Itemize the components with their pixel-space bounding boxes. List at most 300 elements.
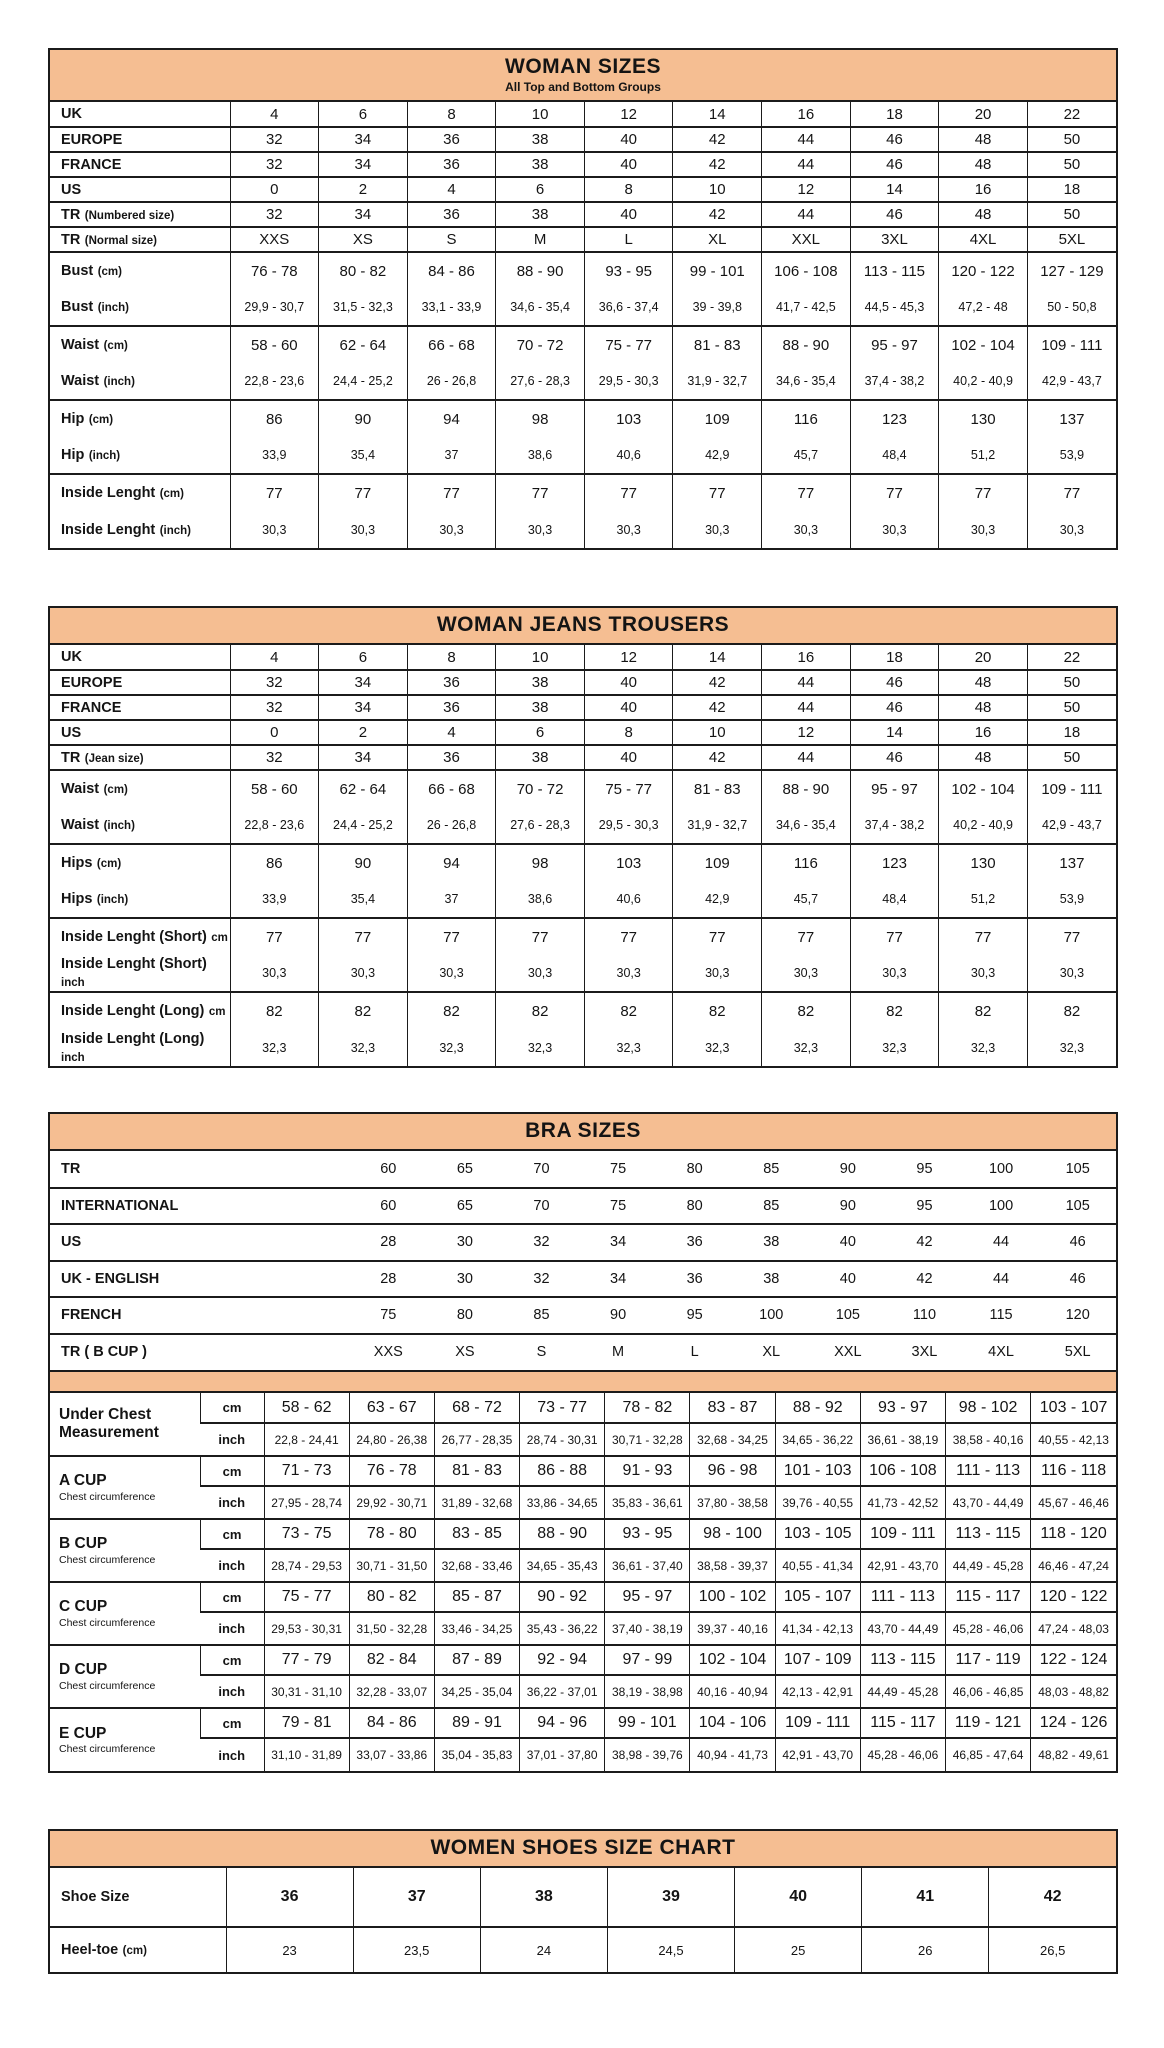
size-cell: 6 <box>319 645 408 670</box>
table-row <box>50 720 1116 745</box>
size-cell: 29,5 - 30,3 <box>584 807 673 844</box>
size-cell: 8 <box>584 720 673 745</box>
size-cell: 40 <box>584 127 673 152</box>
size-cell: 77 <box>584 918 673 955</box>
measurement-cell: 48,03 - 48,82 <box>1031 1675 1116 1708</box>
size-cell: 50 <box>1027 202 1116 227</box>
table-row <box>50 1927 1116 1972</box>
table-row <box>50 1393 1116 1423</box>
row-label-unit: (cm) <box>96 858 122 870</box>
size-cell: 14 <box>673 645 762 670</box>
measurement-cell: 45,67 - 46,46 <box>1031 1486 1116 1519</box>
size-cell: 130 <box>939 400 1028 437</box>
row-label <box>50 363 230 400</box>
size-cell: 18 <box>1027 720 1116 745</box>
size-cell: 38 <box>496 670 585 695</box>
size-cell: 51,2 <box>939 881 1028 918</box>
bra-size-cell: 90 <box>580 1297 657 1334</box>
size-cell: 14 <box>850 177 939 202</box>
size-cell: 4 <box>230 645 319 670</box>
measurement-cell: 107 - 109 <box>775 1645 860 1675</box>
measurement-cell: 85 - 87 <box>434 1582 519 1612</box>
measurement-cell: 43,70 - 44,49 <box>946 1486 1031 1519</box>
table-row <box>50 881 1116 918</box>
row-label <box>50 177 230 202</box>
cup-label-text: A CUP <box>59 1472 107 1490</box>
measurement-cell: 46,46 - 47,24 <box>1031 1549 1116 1582</box>
size-cell: 30,3 <box>319 955 408 992</box>
shoe-size-cell: 23,5 <box>353 1927 480 1972</box>
size-cell: 82 <box>230 992 319 1029</box>
size-cell: 24,4 - 25,2 <box>319 363 408 400</box>
unit-inch-label: inch <box>200 1486 264 1519</box>
row-label-text: FRENCH <box>61 1307 122 1324</box>
size-cell: 50 <box>1027 127 1116 152</box>
table-row <box>50 511 1116 548</box>
table-row <box>50 326 1116 363</box>
measurement-cell: 117 - 119 <box>946 1645 1031 1675</box>
measurement-cell: 40,16 - 40,94 <box>690 1675 775 1708</box>
row-label-text: EUROPE <box>61 131 123 148</box>
table-row <box>50 474 1116 511</box>
woman-sizes-title: WOMAN SIZES <box>505 55 661 78</box>
bra-size-cell: XXL <box>810 1334 887 1371</box>
row-label <box>50 1261 350 1298</box>
measurement-cell: 37,80 - 38,58 <box>690 1486 775 1519</box>
size-cell: 46 <box>850 745 939 770</box>
table-row <box>50 1645 1116 1675</box>
size-cell: 6 <box>496 177 585 202</box>
measurement-cell: 120 - 122 <box>1031 1582 1116 1612</box>
table-row <box>50 992 1116 1029</box>
row-label-text: Inside Lenght (Short) <box>61 929 207 945</box>
bra-size-cell: 105 <box>1065 1160 1090 1177</box>
size-cell: 30,3 <box>1027 955 1116 992</box>
size-cell: 86 <box>230 844 319 881</box>
row-label <box>50 695 230 720</box>
size-cell: 93 - 95 <box>584 252 673 289</box>
bra-size-cell: 36 <box>656 1261 733 1298</box>
row-label <box>50 745 230 770</box>
size-cell: 40,2 - 40,9 <box>939 807 1028 844</box>
row-label <box>50 1188 350 1225</box>
size-cell: 18 <box>850 102 939 127</box>
bra-sizes-header <box>50 1114 1116 1151</box>
measurement-cell: 102 - 104 <box>690 1645 775 1675</box>
size-cell: 70 - 72 <box>496 326 585 363</box>
size-cell: 34 <box>319 202 408 227</box>
size-cell: 44 <box>762 745 851 770</box>
unit-cm-label: cm <box>200 1393 264 1423</box>
row-label-text: Inside Lenght (Short) <box>61 956 207 972</box>
size-cell: 40,2 - 40,9 <box>939 363 1028 400</box>
cup-label <box>50 1456 200 1519</box>
shoe-size-cell: 24,5 <box>607 1927 734 1972</box>
measurement-cell: 88 - 92 <box>775 1393 860 1423</box>
size-cell: 18 <box>850 645 939 670</box>
shoes-header <box>50 1831 1116 1868</box>
size-cell: 22 <box>1027 645 1116 670</box>
measurement-cell: 32,68 - 34,25 <box>690 1423 775 1456</box>
size-cell: 26 - 26,8 <box>407 363 496 400</box>
measurement-cell: 44,49 - 45,28 <box>946 1549 1031 1582</box>
unit-cm-label: cm <box>200 1582 264 1612</box>
size-cell: 48 <box>939 127 1028 152</box>
table-row <box>50 1261 1116 1298</box>
size-cell: 47,2 - 48 <box>939 289 1028 326</box>
shoes-section <box>48 1829 1118 1974</box>
size-cell: 34,6 - 35,4 <box>762 807 851 844</box>
shoes-title: WOMEN SHOES SIZE CHART <box>430 1836 736 1859</box>
bra-size-cell: 40 <box>810 1261 887 1298</box>
size-cell: 34 <box>319 152 408 177</box>
cup-label-text: Under Chest Measurement <box>59 1406 159 1441</box>
bra-size-cell: 30 <box>427 1261 504 1298</box>
size-cell: 42 <box>673 152 762 177</box>
size-cell: 37,4 - 38,2 <box>850 363 939 400</box>
bra-size-cell: 34 <box>580 1224 657 1261</box>
jeans-trousers-title: WOMAN JEANS TROUSERS <box>436 613 730 636</box>
size-cell: 44 <box>762 695 851 720</box>
size-cell: 77 <box>673 918 762 955</box>
size-cell: 42,9 - 43,7 <box>1027 363 1116 400</box>
bra-size-cell: 80 <box>686 1160 703 1177</box>
size-cell: 16 <box>939 720 1028 745</box>
size-cell: 36 <box>407 152 496 177</box>
bra-size-cell: 38 <box>733 1261 810 1298</box>
size-cell: 14 <box>850 720 939 745</box>
size-cell: 103 <box>584 844 673 881</box>
measurement-cell: 83 - 85 <box>434 1519 519 1549</box>
row-label-text: TR ( B CUP ) <box>61 1344 147 1361</box>
measurement-cell: 98 - 102 <box>946 1393 1031 1423</box>
measurement-cell: 122 - 124 <box>1031 1645 1116 1675</box>
measurement-cell: 38,19 - 38,98 <box>605 1675 690 1708</box>
row-label <box>50 252 230 289</box>
size-cell: 62 - 64 <box>319 326 408 363</box>
row-label-text: UK - ENGLISH <box>61 1270 160 1287</box>
size-cell: 82 <box>407 992 496 1029</box>
table-row <box>50 1868 1116 1927</box>
row-label <box>50 1151 350 1188</box>
bra-size-cell: 100 <box>733 1297 810 1334</box>
table-row <box>50 1582 1116 1612</box>
size-cell: 30,3 <box>230 955 319 992</box>
size-cell: 44 <box>762 202 851 227</box>
size-cell: 30,3 <box>673 511 762 548</box>
measurement-cell: 88 - 90 <box>520 1519 605 1549</box>
cup-label <box>50 1393 200 1456</box>
size-cell: 22,8 - 23,6 <box>230 807 319 844</box>
bra-size-cell: 4XL <box>963 1334 1040 1371</box>
size-cell: 31,5 - 32,3 <box>319 289 408 326</box>
row-label <box>50 437 230 474</box>
measurement-cell: 87 - 89 <box>434 1645 519 1675</box>
measurement-cell: 92 - 94 <box>520 1645 605 1675</box>
size-cell: 48,4 <box>850 881 939 918</box>
size-cell: 116 <box>762 844 851 881</box>
measurement-cell: 94 - 96 <box>520 1708 605 1738</box>
bra-size-cell: XXS <box>350 1334 427 1371</box>
size-cell: 109 <box>673 400 762 437</box>
cup-label <box>50 1582 200 1645</box>
measurement-cell: 40,55 - 41,34 <box>775 1549 860 1582</box>
table-row <box>50 955 1116 992</box>
size-cell: 99 - 101 <box>673 252 762 289</box>
measurement-cell: 63 - 67 <box>349 1393 434 1423</box>
measurement-cell: 82 - 84 <box>349 1645 434 1675</box>
size-cell: 77 <box>673 474 762 511</box>
row-label-text: TR <box>61 231 81 248</box>
size-cell: 82 <box>496 992 585 1029</box>
table-row <box>50 918 1116 955</box>
size-cell: 48 <box>939 695 1028 720</box>
table-row <box>50 177 1116 202</box>
size-cell: 88 - 90 <box>762 326 851 363</box>
size-cell: 94 <box>407 844 496 881</box>
size-cell: 102 - 104 <box>939 770 1028 807</box>
table-row <box>50 1151 1116 1188</box>
size-cell: 42 <box>673 695 762 720</box>
shoe-size-cell: 25 <box>735 1927 862 1972</box>
size-cell: 30,3 <box>939 511 1028 548</box>
size-cell: 50 <box>1027 670 1116 695</box>
size-cell: 30,3 <box>673 955 762 992</box>
bra-size-cell: 110 <box>886 1297 963 1334</box>
size-cell: 81 - 83 <box>673 326 762 363</box>
row-label-unit: (inch) <box>88 450 121 462</box>
cup-label-sub: Chest circumference <box>59 1616 156 1629</box>
size-cell: 50 <box>1027 695 1116 720</box>
jeans-trousers-header <box>50 608 1116 645</box>
table-row <box>50 152 1116 177</box>
measurement-cell: 43,70 - 44,49 <box>860 1612 945 1645</box>
size-cell: 12 <box>762 720 851 745</box>
size-cell: 2 <box>319 720 408 745</box>
size-cell: 46 <box>850 152 939 177</box>
size-cell: 127 - 129 <box>1027 252 1116 289</box>
size-cell: 32,3 <box>407 1029 496 1066</box>
row-label-text: Bust <box>61 299 94 315</box>
jeans-trousers-table <box>50 645 1116 1066</box>
size-cell: 77 <box>407 474 496 511</box>
measurement-cell: 78 - 80 <box>349 1519 434 1549</box>
table-row <box>50 1423 1116 1456</box>
shoe-size-cell: 26,5 <box>989 1927 1116 1972</box>
size-cell: 46 <box>850 202 939 227</box>
table-row <box>50 202 1116 227</box>
measurement-cell: 111 - 113 <box>860 1582 945 1612</box>
measurement-cell: 28,74 - 30,31 <box>520 1423 605 1456</box>
size-cell: 46 <box>850 127 939 152</box>
measurement-cell: 45,28 - 46,06 <box>860 1738 945 1771</box>
size-cell: 30,3 <box>939 955 1028 992</box>
bra-size-cell: 85 <box>733 1188 810 1225</box>
row-label-text: FRANCE <box>61 699 122 716</box>
size-cell: 32,3 <box>673 1029 762 1066</box>
woman-sizes-table <box>50 102 1116 548</box>
bra-size-cell: 42 <box>886 1261 963 1298</box>
table-row <box>50 844 1116 881</box>
bra-size-cell: 3XL <box>886 1334 963 1371</box>
row-label-text: Inside Lenght (Long) <box>61 1003 205 1019</box>
table-row <box>50 1612 1116 1645</box>
size-cell: 31,9 - 32,7 <box>673 363 762 400</box>
size-cell: 40 <box>584 670 673 695</box>
size-cell: 32,3 <box>762 1029 851 1066</box>
size-cell: 30,3 <box>407 511 496 548</box>
bra-size-cell: 70 <box>533 1160 550 1177</box>
size-cell: XL <box>673 227 762 252</box>
row-label-unit: (inch) <box>103 820 135 832</box>
size-cell: 38 <box>496 127 585 152</box>
measurement-cell: 111 - 113 <box>946 1456 1031 1486</box>
size-cell: 32,3 <box>230 1029 319 1066</box>
row-label-unit: (Normal size) <box>84 234 158 247</box>
size-cell: 46 <box>850 695 939 720</box>
bra-size-cell: 90 <box>839 1160 856 1177</box>
size-cell: 24,4 - 25,2 <box>319 807 408 844</box>
size-cell: 130 <box>939 844 1028 881</box>
size-cell: 16 <box>939 177 1028 202</box>
row-label-text: TR <box>61 206 81 223</box>
measurement-cell: 30,71 - 31,50 <box>349 1549 434 1582</box>
table-row <box>50 1708 1116 1738</box>
measurement-cell: 76 - 78 <box>349 1456 434 1486</box>
measurement-cell: 99 - 101 <box>605 1708 690 1738</box>
row-label <box>50 400 230 437</box>
size-cell: 30,3 <box>584 511 673 548</box>
size-cell: 32,3 <box>584 1029 673 1066</box>
row-label <box>50 102 230 127</box>
size-cell: 44 <box>762 670 851 695</box>
bra-size-cell: 32 <box>503 1224 580 1261</box>
size-cell: 40 <box>584 745 673 770</box>
size-cell: 77 <box>939 918 1028 955</box>
row-label-text: Waist <box>61 781 100 797</box>
size-cell: 38 <box>496 152 585 177</box>
bra-size-cell: 80 <box>656 1188 733 1225</box>
bra-size-cell: 100 <box>988 1160 1014 1177</box>
table-row <box>50 1334 1116 1371</box>
size-cell: 95 - 97 <box>850 326 939 363</box>
size-cell: 30,3 <box>584 955 673 992</box>
bra-size-cell: 65 <box>456 1160 473 1177</box>
measurement-cell: 26,77 - 28,35 <box>434 1423 519 1456</box>
size-cell: L <box>584 227 673 252</box>
table-row <box>50 127 1116 152</box>
row-label-unit: (cm) <box>159 488 184 500</box>
size-cell: 38 <box>496 202 585 227</box>
unit-cm-label: cm <box>200 1456 264 1486</box>
size-cell: 48 <box>939 152 1028 177</box>
size-cell: 36 <box>407 745 496 770</box>
bra-size-cell: 75 <box>580 1188 657 1225</box>
table-row <box>50 770 1116 807</box>
woman-sizes-subtitle: All Top and Bottom Groups <box>505 80 661 94</box>
size-cell: 16 <box>762 102 851 127</box>
measurement-cell: 39,37 - 40,16 <box>690 1612 775 1645</box>
size-cell: 4 <box>407 177 496 202</box>
bra-size-cell: M <box>580 1334 657 1371</box>
measurement-cell: 31,50 - 32,28 <box>349 1612 434 1645</box>
size-cell: 4XL <box>939 227 1028 252</box>
table-row <box>50 807 1116 844</box>
row-label-text: Heel-toe <box>61 1942 119 1958</box>
size-cell: 32 <box>230 152 319 177</box>
size-cell: 42,9 - 43,7 <box>1027 807 1116 844</box>
size-cell: 48,4 <box>850 437 939 474</box>
table-row <box>50 745 1116 770</box>
table-row <box>50 1224 1116 1261</box>
row-label-unit: cm <box>208 1006 226 1018</box>
measurement-cell: 118 - 120 <box>1031 1519 1116 1549</box>
row-label <box>50 1927 226 1972</box>
table-row <box>50 1188 1116 1225</box>
measurement-cell: 28,74 - 29,53 <box>264 1549 349 1582</box>
size-cell: 30,3 <box>230 511 319 548</box>
row-label <box>50 844 230 881</box>
bra-cups-table <box>50 1393 1116 1771</box>
cup-label-text: C CUP <box>59 1598 108 1616</box>
cup-label-sub: Chest circumference <box>59 1490 156 1503</box>
size-cell: 36 <box>407 202 496 227</box>
size-cell: 30,3 <box>1027 511 1116 548</box>
row-label <box>50 127 230 152</box>
size-cell: 18 <box>1027 177 1116 202</box>
size-cell: 51,2 <box>939 437 1028 474</box>
unit-inch-label: inch <box>200 1549 264 1582</box>
size-cell: 27,6 - 28,3 <box>496 807 585 844</box>
size-cell: 116 <box>762 400 851 437</box>
bra-size-cell: 100 <box>963 1188 1040 1225</box>
measurement-cell: 68 - 72 <box>434 1393 519 1423</box>
size-cell: 77 <box>584 474 673 511</box>
measurement-cell: 22,8 - 24,41 <box>264 1423 349 1456</box>
size-cell: 75 - 77 <box>584 326 673 363</box>
size-cell: 77 <box>407 918 496 955</box>
size-cell: 77 <box>230 474 319 511</box>
size-cell: 34 <box>319 670 408 695</box>
jeans-trousers-section <box>48 606 1118 1068</box>
measurement-cell: 31,89 - 32,68 <box>434 1486 519 1519</box>
size-cell: 77 <box>1027 474 1116 511</box>
size-cell: 30,3 <box>850 511 939 548</box>
row-label-unit: cm <box>211 932 228 944</box>
size-cell: 30,3 <box>762 511 851 548</box>
measurement-cell: 48,82 - 49,61 <box>1031 1738 1116 1771</box>
row-label-text: Shoe Size <box>61 1889 130 1905</box>
unit-inch-label: inch <box>200 1738 264 1771</box>
row-label-unit: inch <box>61 977 85 989</box>
size-cell: 44 <box>762 127 851 152</box>
row-label-text: US <box>61 181 82 198</box>
row-label-text: Hips <box>61 891 93 907</box>
size-cell: 109 - 111 <box>1027 326 1116 363</box>
measurement-cell: 38,98 - 39,76 <box>605 1738 690 1771</box>
size-cell: 38 <box>496 695 585 720</box>
measurement-cell: 42,91 - 43,70 <box>860 1549 945 1582</box>
size-cell: 106 - 108 <box>762 252 851 289</box>
size-cell: 50 <box>1027 745 1116 770</box>
measurement-cell: 47,24 - 48,03 <box>1031 1612 1116 1645</box>
size-cell: 77 <box>1027 918 1116 955</box>
size-cell: 77 <box>496 474 585 511</box>
size-cell: 3XL <box>850 227 939 252</box>
size-cell: 113 - 115 <box>850 252 939 289</box>
row-label-text: Inside Lenght <box>61 485 156 501</box>
size-cell: 33,9 <box>230 437 319 474</box>
